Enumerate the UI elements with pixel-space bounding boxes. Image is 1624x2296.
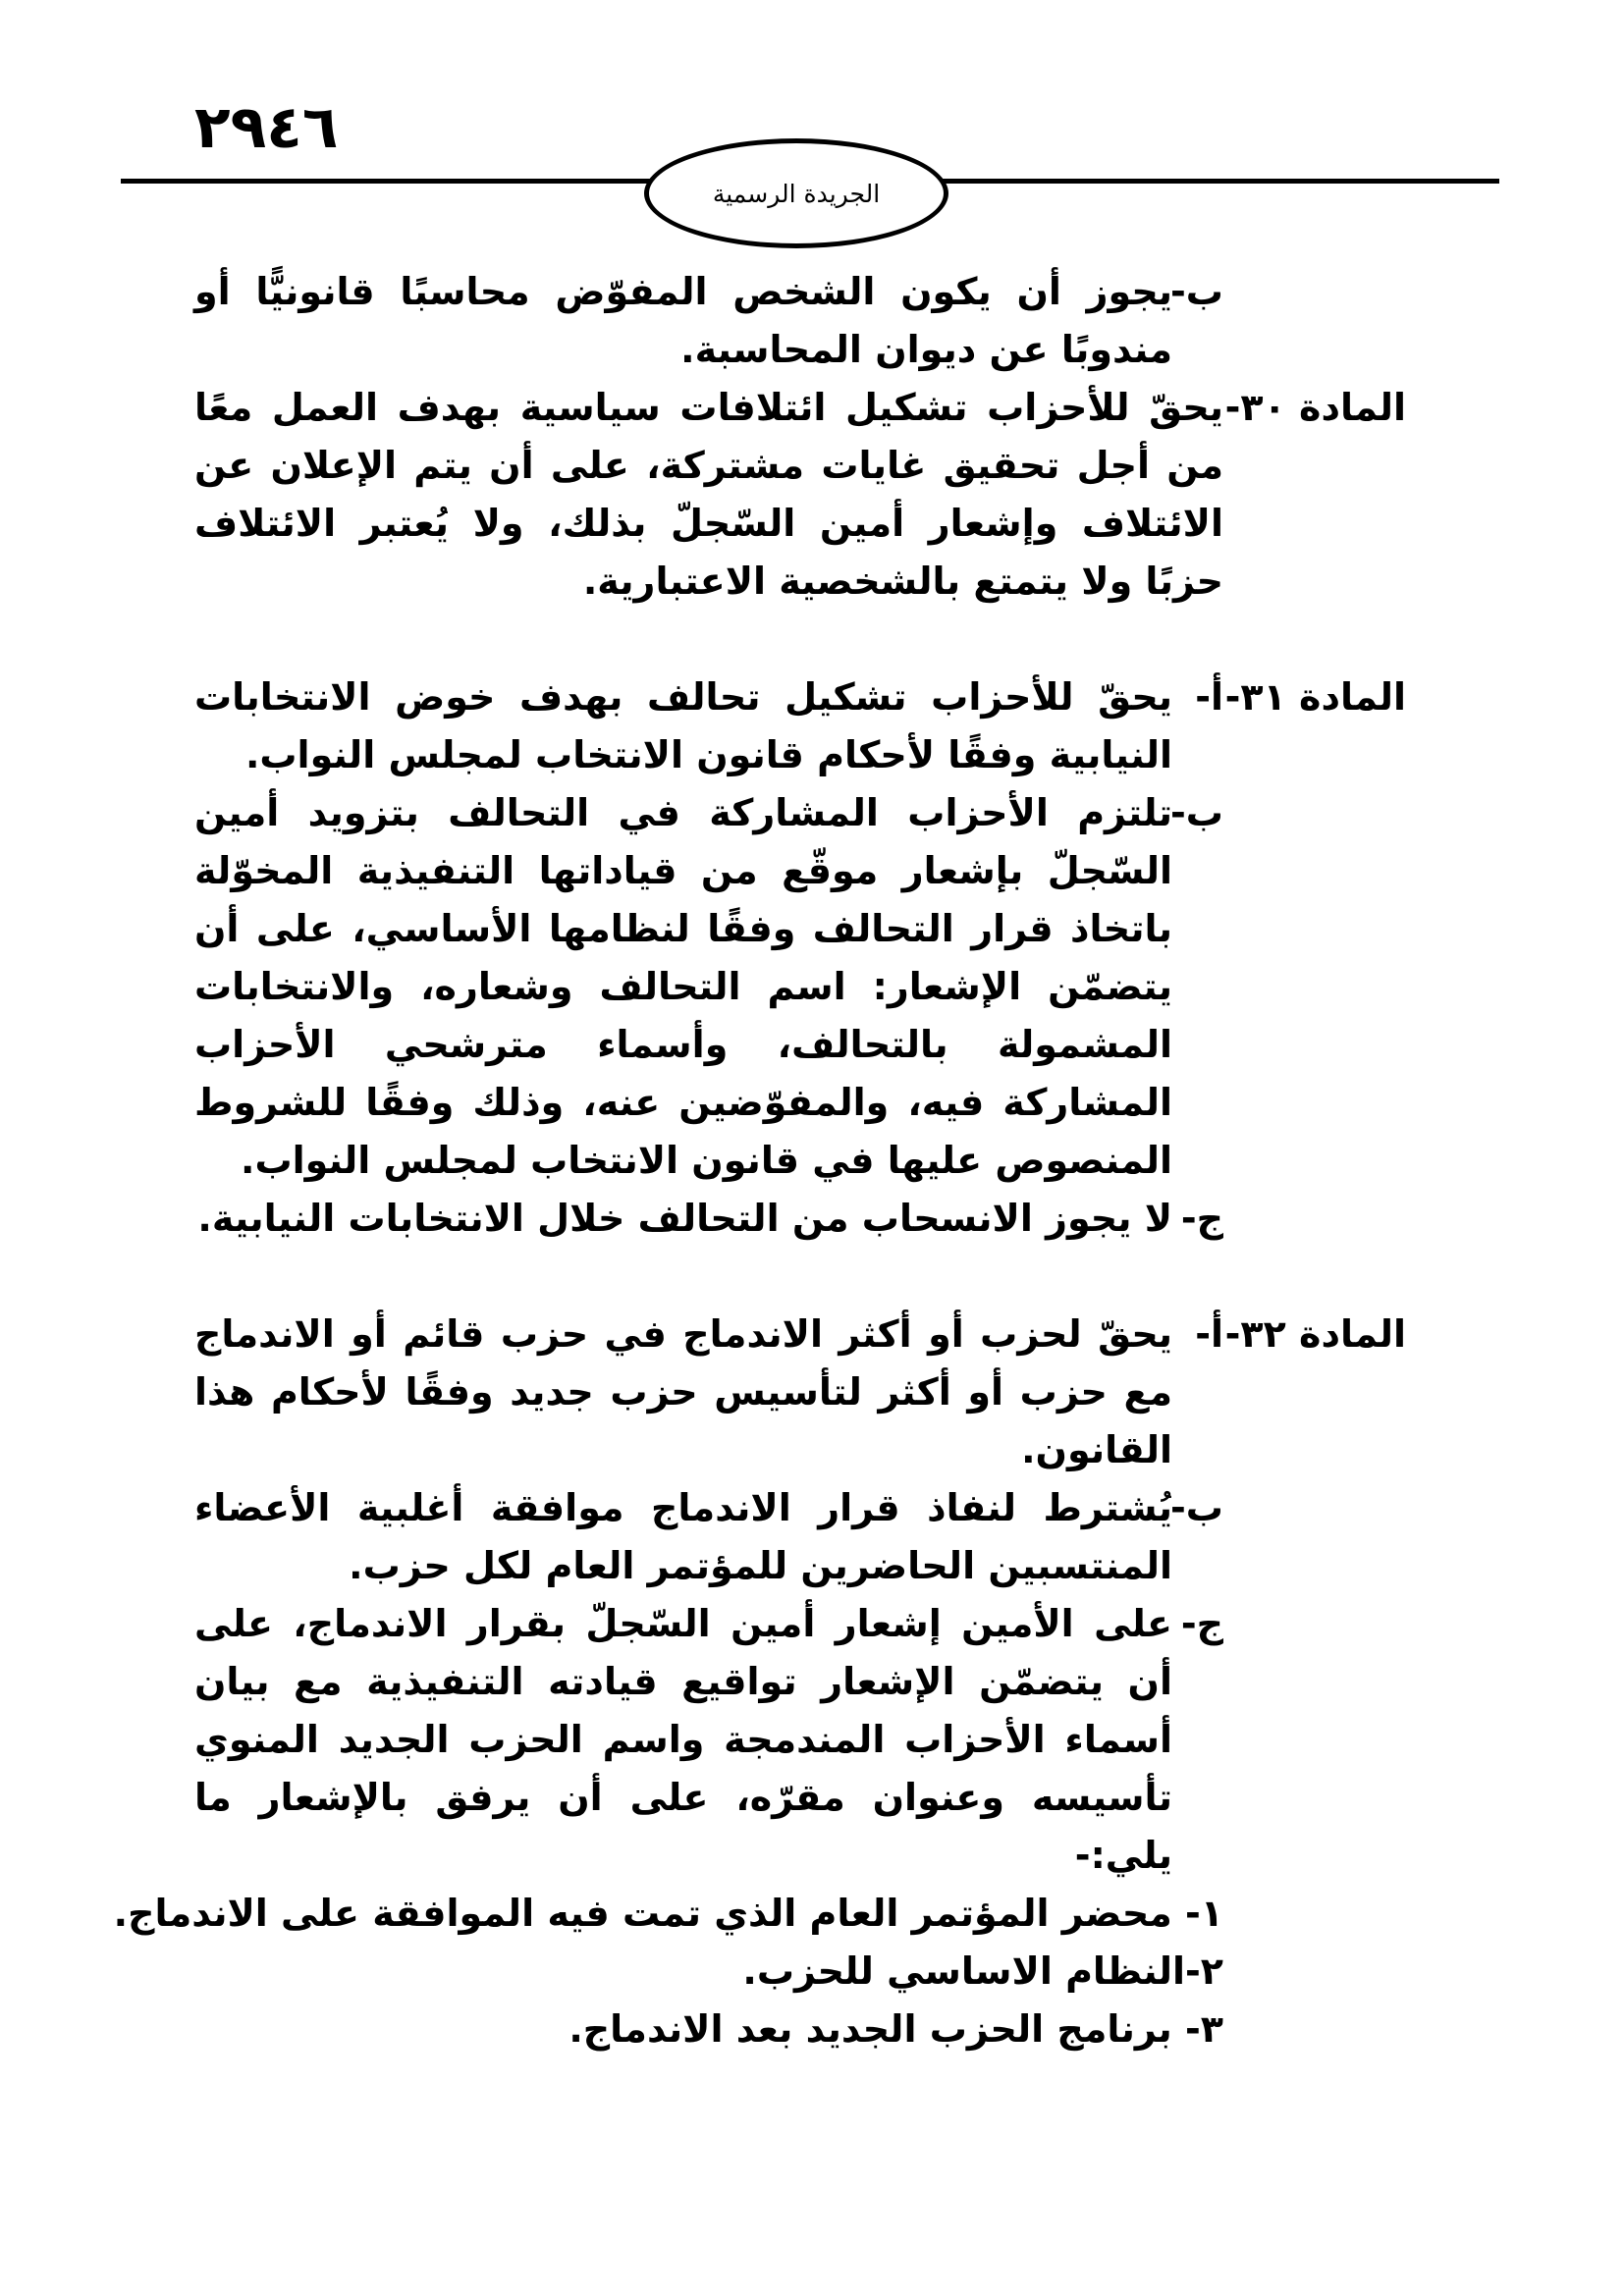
- clause-text: يُشترط لنفاذ قرار الاندماج موافقة أغلبية الأعضاء المنتسبين الحاضرين للمؤتمر العام لكل حزب.: [194, 1486, 1172, 1587]
- clause-text: يحقّ للأحزاب تشكيل تحالف بهدف خوض الانتخابات النيابية وفقًا لأحكام قانون الانتخاب لمجلس النواب.: [194, 675, 1172, 776]
- attachment-list: [113, 1885, 1406, 2058]
- page-number: ٢٩٤٦: [194, 93, 339, 162]
- article-31-a: [194, 668, 1406, 784]
- clause-label: ج-: [1180, 1197, 1223, 1240]
- continued-clause: [194, 263, 1406, 379]
- publication-seal: [644, 138, 948, 248]
- article-32-a: [194, 1306, 1406, 1479]
- list-item: ٢-النظام الاساسي للحزب.: [742, 1949, 1223, 1993]
- clause-label: ب-: [1170, 270, 1223, 313]
- clause-label: ب-: [1170, 791, 1223, 834]
- clause-text: يجوز أن يكون الشخص المفوّض محاسبًا قانونيًّا أو مندوبًا عن ديوان المحاسبة.: [194, 270, 1172, 371]
- clause-label: ب-: [1170, 1486, 1223, 1529]
- article-31-b: [194, 784, 1406, 1190]
- article-30: [194, 379, 1406, 611]
- clause-text: تلتزم الأحزاب المشاركة في التحالف بتزويد أمين السّجلّ بإشعار موقّع من قياداتها التنفيذية المخوّلة باتخاذ قرار التحالف وفقًا لنظامها الأساسي، على أن يتضمّن الإشعار: اسم التحالف وشعاره، والانتخابات المشمولة بالتحالف، وأسماء مترشحي الأحزاب المشاركة فيه، والمفوّضين عنه، وذلك وفقًا للشروط المنصوص عليها في قانون الانتخاب لمجلس النواب.: [194, 791, 1172, 1182]
- article-32-label: المادة ٣٢-: [1224, 1312, 1406, 1356]
- list-item: ١- محضر المؤتمر العام الذي تمت فيه الموافقة على الاندماج.: [113, 1892, 1223, 1935]
- clause-text: يحقّ لحزب أو أكثر الاندماج في حزب قائم أو الاندماج مع حزب أو أكثر لتأسيس حزب جديد وفقًا لأحكام هذا القانون.: [194, 1312, 1172, 1471]
- document-body: [113, 263, 1406, 2058]
- clause-text: على الأمين إشعار أمين السّجلّ بقرار الاندماج، على أن يتضمّن الإشعار تواقيع قيادته التنفيذية مع بيان أسماء الأحزاب المندمجة واسم الحزب الجديد المنوي تأسيسه وعنوان مقرّه، على أن يرفق بالإشعار ما يلي:-: [194, 1602, 1172, 1877]
- article-31-c: [194, 1190, 1406, 1248]
- list-item: ٣- برنامج الحزب الجديد بعد الاندماج.: [568, 2007, 1223, 2051]
- clause-label: أ-: [1195, 1312, 1223, 1356]
- article-30-text: يحقّ للأحزاب تشكيل ائتلافات سياسية بهدف العمل معًا من أجل تحقيق غايات مشتركة، على أن يتم الإعلان عن الائتلاف وإشعار أمين السّجلّ بذلك، ولا يُعتبر الائتلاف حزبًا ولا يتمتع بالشخصية الاعتبارية.: [194, 386, 1223, 603]
- clause-label: ج-: [1180, 1602, 1223, 1645]
- clause-text: لا يجوز الانسحاب من التحالف خلال الانتخابات النيابية.: [197, 1197, 1172, 1240]
- article-30-label: المادة ٣٠-: [1224, 386, 1406, 429]
- publication-title: الجريدة الرسمية: [712, 179, 881, 208]
- clause-label: أ-: [1195, 675, 1223, 719]
- article-32-c: [194, 1595, 1406, 1885]
- article-31-label: المادة ٣١-: [1224, 675, 1406, 719]
- article-32-b: [194, 1479, 1406, 1595]
